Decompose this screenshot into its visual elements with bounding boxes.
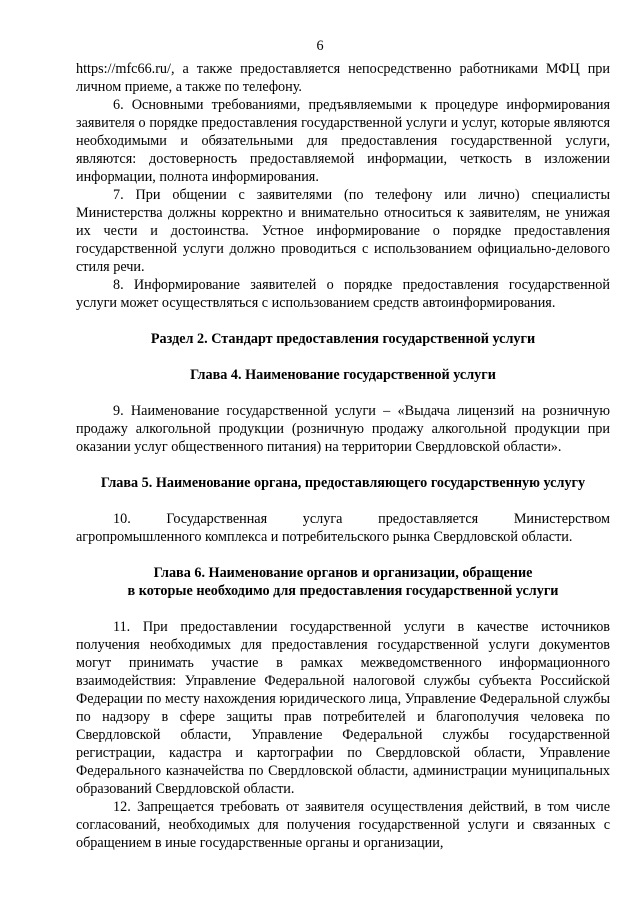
paragraph-continuation: https://mfc66.ru/, а также предоставляется непосредственно работниками МФЦ при личном приеме, а также по телефону. [76,61,610,95]
paragraph-10: 10. Государственная услуга предоставляется Министерством агропромышленного комплекса и потребительского рынка Свердловской области. [76,511,610,545]
paragraph-6: 6. Основными требованиями, предъявляемыми к процедуре информирования заявителя о порядке предоставления государственной услуги и услуг, которые являются необходимыми и обязательными для предоставления государственной услуги, являются: достоверность предоставляемой информации, четкость в изложении информации, полнота информирования. [76,97,610,185]
page-number: 6 [316,38,324,54]
spacer [76,384,610,402]
paragraph-7: 7. При общении с заявителями (по телефону или лично) специалисты Министерства должны корректно и внимательно относиться к заявителям, не унижая их чести и достоинства. Устное информирование о порядке предоставления государственной услуги должно проводиться с использованием официально-делового стиля речи. [76,187,610,275]
chapter-6-heading-line-1: Глава 6. Наименование органов и организации, обращение [153,565,533,581]
section-2-heading: Раздел 2. Стандарт предоставления государственной услуги [150,331,536,347]
chapter-5-heading: Глава 5. Наименование органа, предоставляющего государственную услугу [100,475,586,491]
paragraph-12: 12. Запрещается требовать от заявителя осуществления действий, в том числе согласований, необходимых для получения государственной услуги и связанных с обращением в иные государственные органы и организации, [76,799,610,851]
paragraph-11: 11. При предоставлении государственной услуги в качестве источников получения необходимых для предоставления государственной услуги документов могут принимать участие в рамках межведомственного информационного взаимодействия: Управление Федеральной налоговой службы субъекта Российской Федерации по месту нахождения юридического лица, Управление Федеральной службы по надзору в сфере защиты прав потребителей и благополучия человека по Свердловской области, Управление Федеральной службы государственной регистрации, кадастра и картографии по Свердловской области, Управление Федерального казначейства по Свердловской области, администрации муниципальных образований Свердловской области. [76,619,610,797]
spacer [76,456,610,474]
document-body [76,60,610,852]
chapter-6-heading-line-2: в которые необходимо для предоставления государственной услуги [127,583,559,599]
spacer [76,600,610,618]
chapter-4-heading: Глава 4. Наименование государственной услуги [190,367,496,383]
spacer [76,312,610,330]
paragraph-9: 9. Наименование государственной услуги – «Выдача лицензий на розничную продажу алкогольной продукции (розничную продажу алкогольной продукции при оказании услуг общественного питания) на территории Свердловской области». [76,403,610,455]
spacer [76,492,610,510]
paragraph-8: 8. Информирование заявителей о порядке предоставления государственной услуги может осуществляться с использованием средств автоинформирования. [76,277,610,311]
spacer [76,348,610,366]
spacer [76,546,610,564]
